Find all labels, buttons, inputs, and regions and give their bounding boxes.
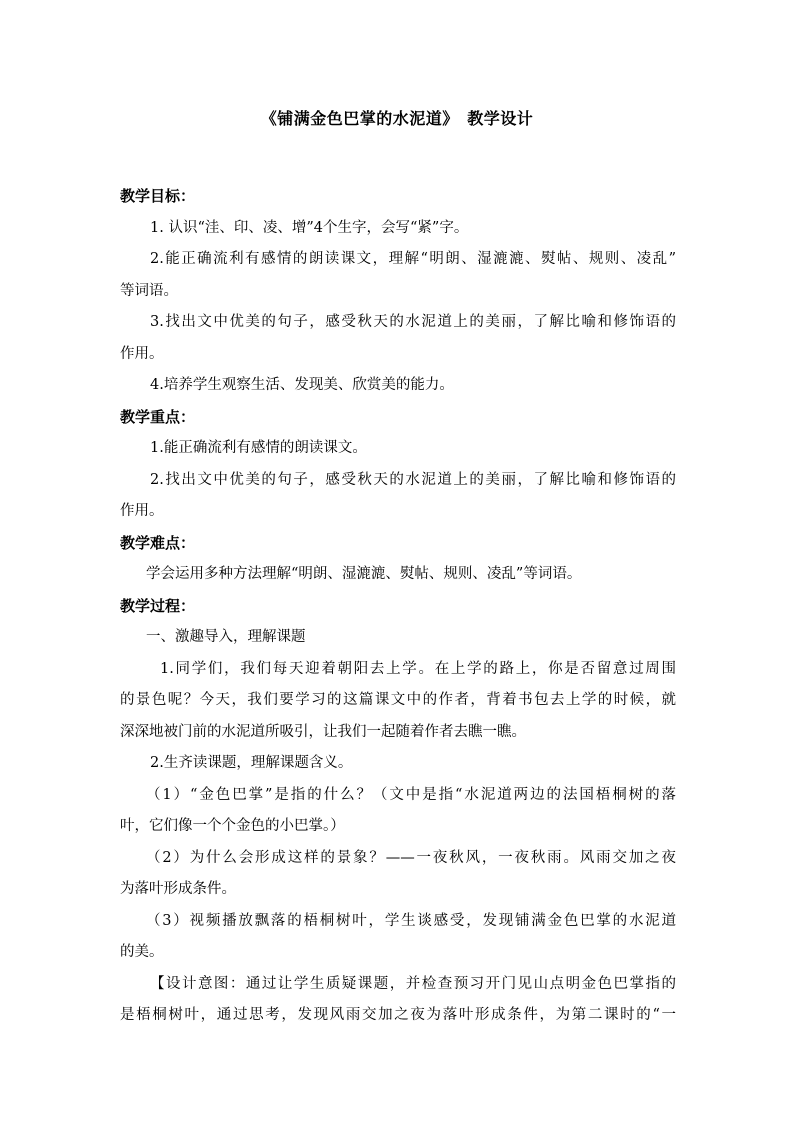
process-para-2: 2.生齐读课题，理解课题含义。 <box>150 755 353 771</box>
key-point-2-cont: 作用。 <box>120 503 164 519</box>
question-3: （3）视频播放飘落的梧桐树叶，学生谈感受，发现铺满金色巴掌的水泥道 <box>146 912 676 929</box>
goal-2-cont: 等词语。 <box>120 282 178 299</box>
goal-3-cont: 作用。 <box>120 345 164 362</box>
document-body <box>120 181 676 1032</box>
goal-4: 4.培养学生观察生活、发现美、欣赏美的能力。 <box>150 377 454 393</box>
section-1-heading: 一、激趣导入，理解课题 <box>146 629 306 645</box>
goal-1: 1. 认识“洼、印、凌、增”4个生字，会写“紧”字。 <box>150 219 469 236</box>
goal-2: 2.能正确流利有感情的朗读课文，理解“明朗、湿漉漉、熨帖、规则、凌乱” <box>150 251 676 267</box>
question-2: （2）为什么会形成这样的景象？——一夜秋风，一夜秋雨。风雨交加之夜 <box>146 849 676 866</box>
heading-process: 教学过程： <box>120 596 196 615</box>
process-para-1: 1.同学们，我们每天迎着朝阳去上学。在上学的路上，你是否留意过周围 <box>160 660 676 677</box>
key-point-2: 2.找出文中优美的句子，感受秋天的水泥道上的美丽，了解比喻和修饰语的 <box>150 471 676 488</box>
design-intent: 【设计意图：通过让学生质疑课题，并检查预习开门见山点明金色巴掌指的 <box>150 975 676 992</box>
process-para-1-cont-a: 的景色呢？今天，我们要学习的这篇课文中的作者，背着书包去上学的时候，就 <box>120 692 676 708</box>
document-title: 《铺满金色巴掌的水泥道》 教学设计 <box>260 109 534 128</box>
design-intent-cont: 是梧桐树叶，通过思考，发现风雨交加之夜为落叶形成条件，为第二课时的“一 <box>120 1007 676 1023</box>
question-1-cont: 叶，它们像一个个金色的小巴掌。） <box>120 818 345 834</box>
heading-difficulties: 教学难点： <box>120 533 196 552</box>
process-para-1-cont-b: 深深地被门前的水泥道所吸引，让我们一起随着作者去瞧一瞧。 <box>120 723 526 740</box>
question-2-cont: 为落叶形成条件。 <box>120 881 236 897</box>
heading-teaching-goals: 教学目标： <box>120 187 196 205</box>
question-1: （1）“金色巴掌”是指的什么？（文中是指“水泥道两边的法国梧桐树的落 <box>146 786 676 803</box>
key-point-1: 1.能正确流利有感情的朗读课文。 <box>150 440 367 456</box>
question-3-cont: 的美。 <box>120 944 164 960</box>
goal-3: 3.找出文中优美的句子，感受秋天的水泥道上的美丽，了解比喻和修饰语的 <box>150 314 676 330</box>
difficulty-1: 学会运用多种方法理解“明朗、湿漉漉、熨帖、规则、凌乱”等词语。 <box>146 566 582 582</box>
heading-key-points: 教学重点： <box>120 407 196 426</box>
